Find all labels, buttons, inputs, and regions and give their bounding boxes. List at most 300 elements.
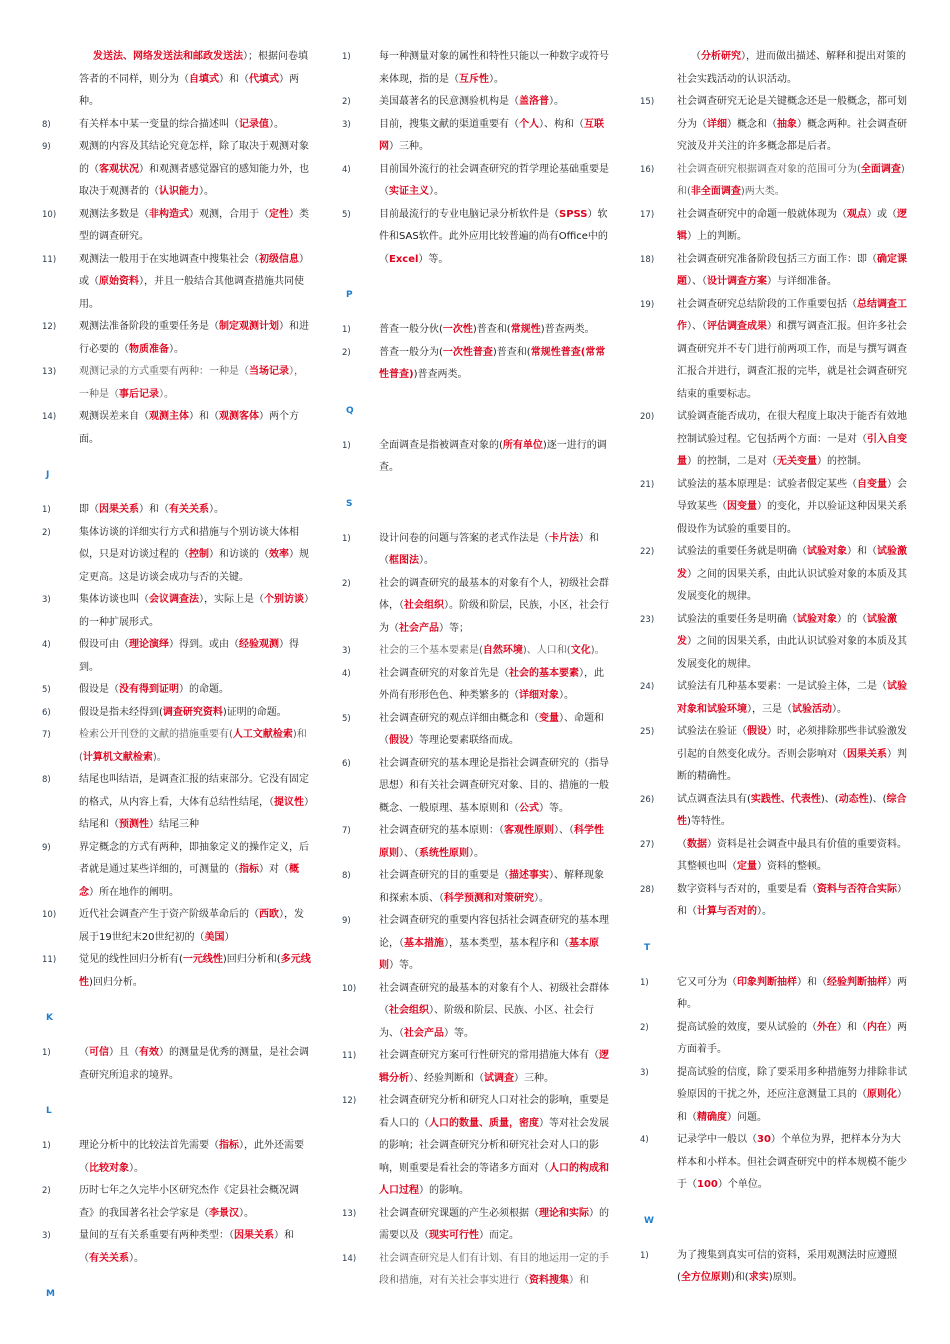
question-text: 目前最流行的专业电脑记录分析软件是（	[379, 208, 559, 220]
question-text: ）个单位。	[717, 1179, 768, 1190]
answer-highlight: 社会产品	[404, 1027, 444, 1039]
answer-highlight: 现实可行性	[429, 1230, 479, 1241]
item-number: 24)	[640, 682, 655, 692]
answer-highlight: 认识能力	[159, 186, 199, 197]
item-number: 26)	[640, 794, 655, 805]
question-text: ），三是（	[747, 703, 792, 715]
question-text: （	[79, 1047, 89, 1058]
question-text: 提高试验的信度，除了要采用多种措施努力排除非试验原因的干扰之外，还应注意测量工具的（	[677, 1066, 907, 1100]
question-text: )。	[152, 751, 167, 763]
item-text	[79, 904, 312, 949]
list-item	[640, 541, 908, 609]
question-text: ），并且一般结合其他调查措施共同使用。	[79, 276, 304, 310]
item-number: 4)	[342, 668, 351, 679]
section-letter-m: M	[46, 1289, 55, 1299]
answer-highlight: 初级信息	[259, 253, 299, 265]
list-item	[42, 1135, 312, 1180]
answer-highlight: 评估调查成果	[707, 321, 767, 332]
question-text: 观测误差来自（	[79, 411, 149, 422]
item-number: 16)	[640, 164, 655, 175]
list-item	[640, 91, 908, 159]
answer-highlight: 社会组织	[404, 600, 444, 611]
item-number: 2)	[640, 1022, 649, 1033]
list-item	[42, 837, 312, 905]
question-text: ）资料的整顿。	[757, 861, 827, 872]
answer-highlight: 100	[697, 1179, 718, 1190]
list-item	[42, 1225, 312, 1270]
answer-highlight: 客观状况	[99, 163, 139, 175]
list-item	[342, 114, 610, 159]
question-text: ）。	[534, 892, 549, 904]
answer-highlight: 常规性	[510, 324, 541, 335]
item-text	[79, 837, 312, 905]
item-number: 18)	[640, 254, 655, 265]
section-letter-j: J	[46, 470, 50, 480]
list-item	[640, 204, 908, 249]
list-item	[342, 978, 610, 1046]
item-text	[677, 159, 908, 204]
question-text: ），实际上是（	[199, 594, 264, 605]
item-text	[79, 724, 312, 769]
item-text	[79, 499, 312, 522]
question-text: ）的测量是优秀的测量，是社会调查研究所追求的境界。	[79, 1047, 309, 1081]
item-number: 17)	[640, 209, 655, 220]
question-text: 观测的内容及其结论究竟怎样，除了取决于观测对象的（	[79, 141, 309, 175]
item-text	[379, 573, 610, 641]
answer-highlight: 基本原则	[379, 937, 599, 971]
item-text	[677, 91, 908, 159]
question-text: 普查一般分为(	[379, 346, 443, 358]
list-item	[640, 1245, 908, 1290]
item-number: 20)	[640, 412, 655, 422]
item-number: 12)	[42, 322, 57, 332]
question-text: ）。	[832, 703, 847, 715]
question-text: 觉见的线性回归分析有(	[79, 954, 183, 965]
item-number: 12)	[342, 1096, 357, 1106]
question-text: 试验法的基本原理是：试验者假定某些（	[677, 478, 857, 490]
answer-highlight: 实践性、代表性	[750, 793, 821, 805]
question-text: 社会的调查研究的最基本的对象有个人，初级社会群体，（	[379, 577, 609, 611]
item-number: 22)	[640, 547, 655, 557]
question-text: ）等。	[389, 960, 419, 971]
item-text	[379, 319, 610, 342]
question-text: ）或（	[867, 208, 897, 220]
item-number: 27)	[640, 839, 655, 850]
answer-highlight: 调查研究资料	[162, 706, 223, 718]
item-text	[379, 342, 610, 387]
question-text: ）和（	[677, 883, 907, 917]
question-text: 观测法一般用于在实地调查中搜集社会（	[79, 253, 259, 265]
question-text: 社会调查研究的基本原则：（	[379, 825, 504, 836]
question-text: 社会调查研究的对象首先是（	[379, 667, 509, 679]
item-text	[379, 528, 610, 573]
answer-highlight: 变量	[539, 712, 559, 724]
list-item	[42, 522, 312, 590]
list-item	[342, 1248, 610, 1293]
answer-highlight: 抽象	[777, 118, 797, 130]
question-text: ）和进行必要的（	[79, 321, 309, 355]
list-item	[342, 708, 610, 753]
item-number: 3)	[342, 646, 351, 656]
item-number: 8)	[42, 119, 51, 130]
item-number: 1)	[42, 1048, 51, 1058]
question-text: ）、（	[399, 847, 419, 859]
answer-highlight: 常规性普查(常常性普查)	[379, 346, 606, 380]
answer-highlight: 假设	[389, 735, 409, 746]
item-text	[79, 204, 312, 249]
question-text: ）。	[199, 186, 214, 197]
question-text: )等特性。	[687, 816, 731, 827]
answer-highlight: 假设	[747, 726, 767, 737]
list-item	[640, 879, 908, 924]
item-text	[79, 361, 312, 406]
question-text: 社会调查研究中的命题一般就体现为（	[677, 208, 847, 220]
question-text: ）类型的调查研究。	[79, 208, 309, 242]
item-number: 19)	[640, 299, 655, 310]
answer-highlight: 卡片法	[549, 532, 579, 544]
list-item	[640, 406, 908, 474]
answer-highlight: 制定观测计划	[219, 321, 279, 332]
list-item	[342, 204, 610, 272]
question-text: 它又可分为（	[677, 976, 737, 988]
item-number: 2)	[342, 97, 351, 107]
item-text	[379, 910, 610, 978]
question-text: （	[691, 51, 701, 62]
question-text: ）、（	[554, 825, 574, 836]
question-text: ）。	[757, 906, 772, 917]
list-item	[640, 676, 908, 721]
answer-highlight: 文化	[570, 645, 591, 656]
answer-highlight: 个人	[519, 118, 539, 130]
item-text	[379, 1045, 610, 1090]
answer-highlight: 当场记录	[249, 366, 289, 377]
question-text: ）对（	[259, 864, 289, 875]
question-text: ）而定。	[479, 1230, 519, 1241]
answer-highlight: 非全面调查	[690, 186, 741, 197]
list-item	[342, 820, 610, 865]
item-text	[379, 1248, 610, 1293]
item-number: 2)	[342, 347, 351, 358]
question-text: 试验调查能否成功，在很大程度上取决于能否有效地控制试验过程。它包括两个方面：一是对（	[677, 411, 907, 445]
answer-highlight: 30	[757, 1134, 771, 1145]
answer-highlight: 发送法、网络发送法和邮政发送法	[93, 51, 243, 62]
list-item	[342, 640, 610, 663]
question-text: ）、（	[687, 276, 707, 287]
list-item	[640, 972, 908, 1017]
item-number: 4)	[342, 164, 351, 175]
answer-highlight: 因果关系	[234, 1230, 274, 1241]
item-text	[79, 634, 312, 679]
answer-highlight: 一次性	[442, 324, 473, 335]
list-item	[42, 724, 312, 769]
question-text: 观测法多数是（	[79, 208, 149, 220]
item-number: 1)	[342, 52, 351, 62]
question-text: )。	[590, 645, 605, 656]
answer-highlight: 分析研究	[701, 51, 741, 62]
list-item	[42, 114, 312, 137]
question-text: ）概念和（	[727, 118, 777, 130]
question-text: )逐一进行的调查。	[379, 439, 607, 473]
question-text: ）且（	[109, 1047, 139, 1058]
question-text: ）两个方面。	[79, 411, 299, 445]
answer-highlight: 李景汉	[209, 1207, 239, 1219]
item-text	[79, 136, 312, 204]
question-text: ）。	[209, 504, 224, 515]
item-text	[379, 978, 610, 1046]
answer-highlight: 理论演绎	[129, 639, 169, 650]
item-text	[79, 1225, 312, 1270]
question-text: ），发展于19世纪末20世纪初的（	[79, 909, 304, 943]
answer-highlight: 有关关系	[89, 1252, 129, 1264]
question-text: ）、解释现象和探索本质、（	[379, 870, 604, 904]
list-item	[42, 249, 312, 317]
question-text: 社会调查研究无论是关键概念还是一般概念，都可划分为（	[677, 96, 907, 130]
item-number: 9)	[42, 842, 51, 853]
item-text	[677, 294, 908, 407]
question-text: ）等。	[444, 1027, 474, 1039]
answer-highlight: 互联网	[379, 118, 604, 152]
list-item	[42, 46, 312, 114]
answer-highlight: 效率	[269, 549, 289, 560]
answer-highlight: 原始资料	[99, 276, 139, 287]
question-text: ）和撰写调查汇报。但许多社会调查研究并不专门进行前两项工作，而是与撰写调查汇报合并进行，调查汇报的完毕，就是社会调查研究结束的重要标志。	[677, 321, 907, 400]
question-text: 试点调查法具有(	[677, 793, 751, 805]
question-text: 社会的三个基本要素是(	[379, 645, 483, 656]
question-text: ），此外还需要（	[79, 1140, 304, 1174]
question-text: ）、经验判断和（	[409, 1072, 484, 1084]
item-number: 14)	[42, 412, 57, 422]
item-text	[677, 249, 908, 294]
question-text: ）。	[549, 96, 564, 107]
question-text: ）和（	[139, 504, 169, 515]
list-item	[42, 1180, 312, 1225]
question-text: 社会调查研究是人们有计划、有目的地运用一定的手段和措施，对有关社会事实进行（	[379, 1252, 609, 1286]
item-text	[79, 114, 312, 137]
question-text: 有关样本中某一变量的综合描述叫（	[79, 118, 239, 130]
question-text: ），进而做出描述、解释和提出对策的社会实践活动的认识活动。	[677, 51, 906, 85]
answer-highlight: 详细对象	[519, 690, 559, 701]
list-item	[342, 319, 610, 342]
item-text	[379, 46, 610, 91]
question-text: )、(	[820, 793, 839, 805]
question-text: ）。	[129, 1252, 144, 1264]
question-text: ）的控制，二是对（	[687, 456, 777, 467]
item-text	[677, 834, 908, 879]
question-text: ）得到。	[79, 639, 299, 673]
item-text	[677, 609, 908, 677]
item-number: 9)	[42, 142, 51, 152]
item-number: 3)	[342, 119, 351, 130]
question-text: )普查和(	[472, 324, 511, 335]
list-item	[640, 249, 908, 294]
question-text: ）会导致某些（	[677, 478, 907, 512]
answer-highlight: 定性	[269, 208, 289, 220]
item-number: 9)	[342, 916, 351, 926]
item-text	[79, 316, 312, 361]
item-text	[79, 769, 312, 837]
question-text: ）观测，合用于（	[189, 208, 269, 220]
answer-highlight: 记录值	[239, 118, 269, 130]
question-text: ）	[224, 931, 235, 943]
answer-highlight: 事后记录	[119, 388, 159, 400]
item-text	[677, 879, 908, 924]
question-text: ）的变化，并以验证这种因果关系假设作为试验的重要目的。	[677, 501, 907, 535]
question-text: ）概念两种。社会调查研究波及并关注的许多概念都是后者。	[677, 118, 907, 152]
answer-highlight: 求实	[748, 1272, 769, 1283]
item-text	[677, 789, 908, 834]
question-text: )证明的命题。	[222, 706, 287, 718]
list-item	[42, 316, 312, 361]
question-text: ）和（	[219, 73, 249, 85]
item-text	[677, 406, 908, 474]
question-text: ）。	[419, 555, 434, 566]
question-text: ）两方面着手。	[677, 1021, 907, 1055]
item-number: 6)	[42, 707, 51, 718]
answer-highlight: 引入自变量	[677, 433, 907, 467]
question-text: ）软件和SAS软件。此外应用比较普遍的尚有Office中的（	[379, 208, 608, 265]
list-item	[42, 406, 312, 451]
answer-highlight: 观测客体	[219, 411, 259, 422]
question-text: ）、构和（	[539, 118, 584, 130]
question-text: ）。	[169, 343, 184, 355]
item-number: 11)	[342, 1051, 357, 1061]
list-item	[640, 46, 908, 91]
question-text: 集体访谈也叫（	[79, 594, 149, 605]
question-text: 量间的互有关系重要有两种类型：（	[79, 1230, 234, 1241]
question-text: ）得到。或由（	[169, 639, 239, 650]
question-text: )两大类。	[740, 186, 785, 197]
answer-highlight: 全方位原则	[680, 1272, 731, 1283]
section-letter-s: S	[346, 498, 353, 509]
list-item	[42, 361, 312, 406]
question-text: ）。	[429, 186, 444, 197]
question-text: 社会调查研究方案可行性研究的常用措施大体有（	[379, 1050, 599, 1061]
item-text	[379, 640, 610, 663]
list-item	[640, 609, 908, 677]
item-number: 1)	[342, 533, 351, 544]
question-text: ）和访谈的（	[209, 549, 269, 560]
item-text	[79, 249, 312, 317]
answer-highlight: 实证主义	[389, 186, 429, 197]
question-text: )普查和(	[492, 346, 531, 358]
answer-highlight: 因果关系	[847, 748, 887, 760]
question-text: 美国蕞著名的民意测验机构是（	[379, 96, 519, 107]
question-text: 社会调查研究准备阶段包括三方面工作：即（	[677, 253, 877, 265]
item-number: 15)	[640, 97, 655, 107]
item-number: 3)	[42, 1231, 51, 1241]
item-text	[677, 1062, 908, 1130]
answer-highlight: 有效	[139, 1047, 159, 1058]
item-number: 14)	[342, 1253, 357, 1264]
list-item	[42, 204, 312, 249]
question-text: ）和（	[847, 546, 877, 557]
question-text: ）结尾三种	[149, 819, 199, 830]
answer-highlight: 自然环境	[482, 645, 523, 656]
answer-highlight: 外在	[817, 1021, 837, 1033]
item-text	[379, 435, 610, 480]
question-text: )普查两类。	[413, 369, 468, 380]
list-item	[42, 1042, 312, 1087]
list-item	[342, 573, 610, 641]
question-text: ）、（	[687, 321, 707, 332]
question-text: ）等；	[439, 622, 469, 634]
answer-highlight: 指标	[239, 864, 259, 875]
question-text: 试验法的重要任务就是明确（	[677, 546, 807, 557]
answer-highlight: 精确度	[697, 1111, 727, 1123]
question-text: 社会调查研究总结阶段的工作重要包括（	[677, 298, 857, 310]
question-text: ）的控制。	[817, 456, 867, 467]
question-text: ）和（	[797, 976, 827, 988]
answer-highlight: 经验判断抽样	[827, 976, 887, 988]
item-number: 1)	[640, 1250, 649, 1261]
question-text: 社会调查研究的基本理论是指社会调查研究的（指导思想）和有关社会调查研究对象、目的、措施的一般概念、一般原理、基本原则和（	[379, 757, 609, 814]
list-item	[342, 91, 610, 114]
question-text: ）的命题。	[179, 684, 229, 695]
answer-highlight: 定量	[737, 861, 757, 872]
question-text: 集体访谈的详细实行方式和措施与个别访谈大体相似，只是对访谈过程的（	[79, 526, 299, 560]
answer-highlight: 自变量	[857, 478, 887, 490]
item-text	[79, 589, 312, 634]
answer-highlight: 观点	[847, 208, 867, 220]
answer-highlight: 概念	[79, 864, 299, 898]
question-text: ）等对社会发展的影响；社会调查研究分析和研究社会对人口的影响，则重要是看社会的等诸多方面对（	[379, 1117, 609, 1174]
question-text: 结尾也叫结语，是调查汇报的结束部分。它没有固定的格式，从内容上看，大体有总结性结尾，（	[79, 774, 309, 808]
list-item	[42, 499, 312, 522]
question-text: ）与详细准备。	[767, 276, 837, 287]
question-text: 试验法在验证（	[677, 726, 747, 737]
list-item	[42, 589, 312, 634]
answer-highlight: 人口的数量、质量，密度	[429, 1117, 539, 1129]
item-number: 6)	[342, 758, 351, 769]
item-text	[677, 676, 908, 721]
answer-highlight: 所有单位	[502, 439, 543, 451]
question-text: 设计问卷的问题与答案的老式作法是（	[379, 532, 549, 544]
answer-highlight: 动态性	[838, 793, 869, 805]
list-item	[42, 634, 312, 679]
answer-highlight: 描述事实	[509, 870, 549, 881]
item-number: 13)	[342, 1208, 357, 1219]
question-text: ）和（	[677, 1089, 907, 1123]
list-item	[42, 949, 312, 994]
answer-highlight: 无关变量	[777, 456, 817, 467]
question-text: ）、命题和（	[379, 712, 604, 746]
question-text: )和(	[730, 1272, 749, 1283]
answer-highlight: 个别访谈	[264, 594, 304, 605]
question-text: （	[677, 838, 687, 850]
item-text	[379, 114, 610, 159]
item-text	[79, 702, 312, 725]
question-text: ）和观测者感觉器官的感知能力外，也取决于观测者的（	[79, 163, 309, 197]
question-text: 记录学中一般以（	[677, 1134, 757, 1145]
item-text	[677, 972, 908, 1017]
answer-highlight: 提议性	[274, 796, 304, 808]
item-number: 28)	[640, 884, 655, 895]
item-number: 3)	[42, 595, 51, 605]
answer-highlight: 因果关系	[99, 504, 139, 515]
item-text	[79, 1042, 312, 1087]
item-number: 1)	[42, 1141, 51, 1151]
answer-highlight: 计算机文献检索	[82, 751, 153, 763]
list-item	[42, 904, 312, 949]
question-text: 近代社会调查产生于资产阶级革命后的（	[79, 909, 259, 920]
list-item	[342, 159, 610, 204]
item-number: 5)	[342, 209, 351, 220]
list-item	[640, 474, 908, 542]
item-number: 1)	[342, 325, 351, 335]
answer-highlight: 基本措施	[404, 937, 444, 949]
item-text	[677, 1017, 908, 1062]
question-text: ）的需要以及（	[379, 1207, 609, 1241]
